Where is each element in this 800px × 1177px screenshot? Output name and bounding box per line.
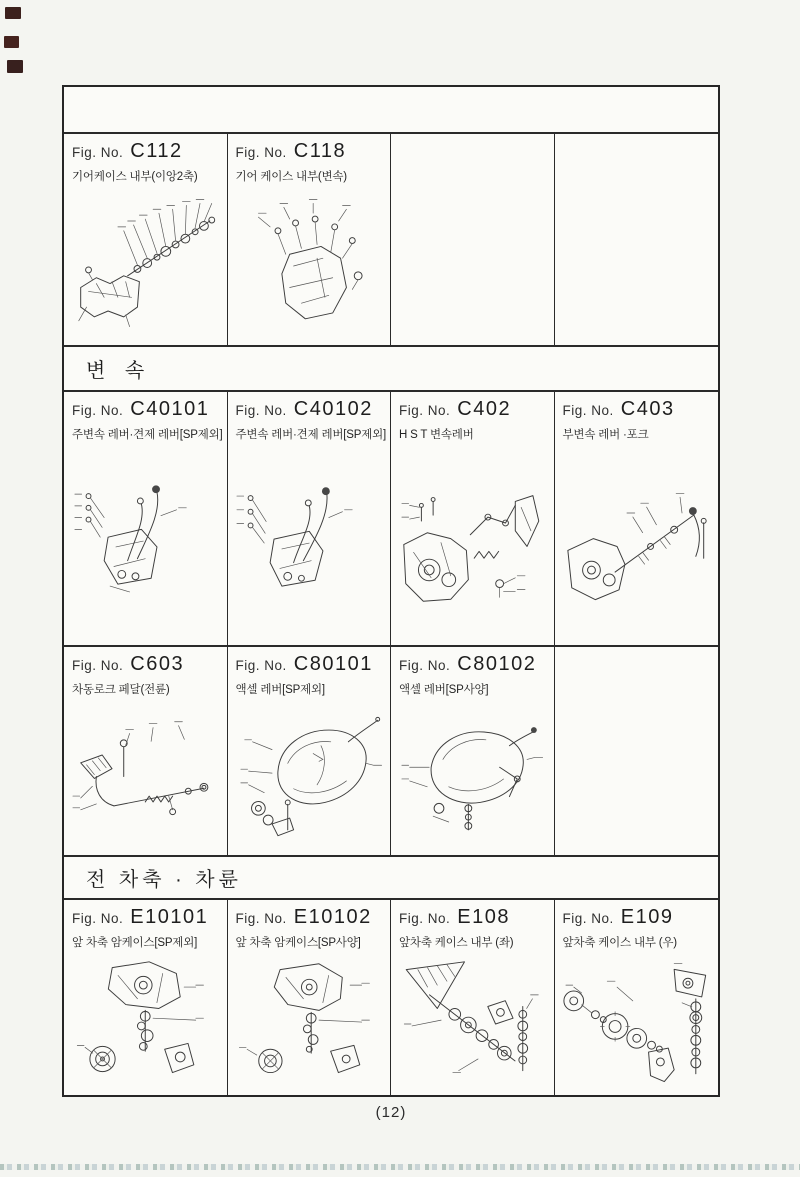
e10102-diagram	[231, 956, 388, 1092]
e108-diagram	[394, 956, 551, 1092]
fig-no-code: C402	[457, 398, 512, 420]
fig-no-code: E10101	[130, 906, 209, 928]
figure-cell-e10102	[228, 900, 392, 1095]
scan-artifact-mark	[7, 60, 23, 73]
figure-heading	[563, 398, 712, 421]
figure-heading	[72, 653, 220, 676]
fig-no-prefix: Fig. No.	[72, 403, 124, 418]
fig-no-code: E10102	[293, 906, 372, 928]
fig-no-prefix: Fig. No.	[72, 658, 124, 673]
figure-title: 주변속 레버·견제 레버[SP제외]	[72, 429, 223, 441]
fig-no-prefix: Fig. No.	[562, 403, 614, 418]
figure-row-4	[64, 900, 718, 1095]
e10101-diagram	[67, 956, 224, 1092]
figure-cell-c80101	[228, 647, 392, 855]
figure-row-2	[64, 392, 718, 647]
section-header-front-axle	[64, 857, 718, 900]
figure-cell-e109	[555, 900, 719, 1095]
c112-diagram	[67, 190, 224, 342]
c403-diagram	[558, 448, 716, 642]
figure-title: 기어 케이스 내부(변속)	[235, 171, 347, 183]
figure-title: 액셀 레버[SP사양]	[399, 684, 489, 696]
fig-no-code: C40102	[293, 398, 373, 420]
figure-title: H S T 변속레버	[399, 429, 474, 441]
fig-no-prefix: Fig. No.	[72, 911, 124, 926]
figure-heading	[72, 140, 220, 163]
figure-heading	[72, 906, 220, 929]
fig-no-code: E108	[457, 906, 510, 928]
figure-cell-c403	[555, 392, 719, 645]
c80101-diagram	[231, 703, 388, 852]
figure-title: 앞차축 케이스 내부 (좌)	[399, 937, 514, 949]
figure-cell-c40101	[64, 392, 228, 645]
figure-cell-c40102	[228, 392, 392, 645]
c118-diagram	[231, 190, 388, 342]
figure-title: 앞 차축 암케이스[SP제외]	[72, 937, 198, 949]
figure-title: 주변속 레버·견제 레버[SP제외]	[235, 429, 387, 441]
figure-title: 앞 차축 암케이스[SP사양]	[235, 937, 361, 949]
empty-header-row	[64, 87, 718, 134]
figure-title: 부변속 레버 ·포크	[562, 429, 649, 441]
fig-no-code: C40101	[130, 398, 210, 420]
e109-diagram	[558, 956, 716, 1092]
c40101-diagram	[67, 448, 224, 642]
c40102-diagram	[231, 448, 388, 642]
section-title: 변 속	[86, 360, 152, 382]
c603-diagram	[67, 703, 224, 852]
empty-cell	[555, 647, 719, 855]
figure-title: 차동로크 페달(전륜)	[72, 684, 170, 696]
fig-no-prefix: Fig. No.	[235, 911, 287, 926]
figure-heading	[236, 398, 384, 421]
section-title: 전 차축 · 차륜	[86, 869, 242, 891]
figure-title: 기어케이스 내부(이앙2축)	[72, 171, 198, 183]
c80102-diagram	[394, 703, 551, 852]
fig-no-prefix: Fig. No.	[235, 403, 287, 418]
empty-cell	[555, 134, 719, 345]
figure-heading	[399, 398, 547, 421]
figure-heading	[563, 906, 712, 929]
page-number: (12)	[375, 1104, 407, 1121]
figure-cell-c402	[391, 392, 555, 645]
fig-no-prefix: Fig. No.	[235, 145, 287, 160]
fig-no-code: C80101	[293, 653, 373, 675]
fig-no-code: C603	[130, 653, 185, 675]
c402-diagram	[394, 448, 551, 642]
figure-cell-c80102	[391, 647, 555, 855]
scan-artifact-mark	[4, 36, 19, 48]
figure-heading	[399, 906, 547, 929]
fig-no-prefix: Fig. No.	[235, 658, 287, 673]
empty-cell	[391, 134, 555, 345]
fig-no-code: C80102	[457, 653, 537, 675]
figure-cell-e10101	[64, 900, 228, 1095]
fig-no-code: C403	[620, 398, 675, 420]
figure-cell-e108	[391, 900, 555, 1095]
fig-no-prefix: Fig. No.	[399, 911, 451, 926]
fig-no-code: E109	[620, 906, 674, 928]
section-header-transmission	[64, 347, 718, 392]
figure-title: 앞차축 케이스 내부 (우)	[562, 937, 677, 949]
figure-heading	[236, 140, 384, 163]
figure-heading	[399, 653, 547, 676]
fig-no-prefix: Fig. No.	[562, 911, 614, 926]
figure-cell-c118	[228, 134, 392, 345]
figure-row-3	[64, 647, 718, 857]
fig-no-prefix: Fig. No.	[72, 145, 124, 160]
scan-artifact-line	[0, 1164, 800, 1170]
fig-no-prefix: Fig. No.	[399, 658, 451, 673]
figure-cell-c603	[64, 647, 228, 855]
figure-heading	[236, 906, 384, 929]
fig-no-code: C118	[293, 140, 347, 162]
fig-no-prefix: Fig. No.	[399, 403, 451, 418]
scan-artifact-mark	[5, 7, 21, 19]
figure-heading	[236, 653, 384, 676]
figure-title: 액셀 레버[SP제외]	[235, 684, 325, 696]
figure-heading	[72, 398, 220, 421]
figure-row-1	[64, 134, 718, 347]
figure-cell-c112	[64, 134, 228, 345]
fig-no-code: C112	[130, 140, 183, 162]
catalog-index-table	[62, 85, 720, 1097]
